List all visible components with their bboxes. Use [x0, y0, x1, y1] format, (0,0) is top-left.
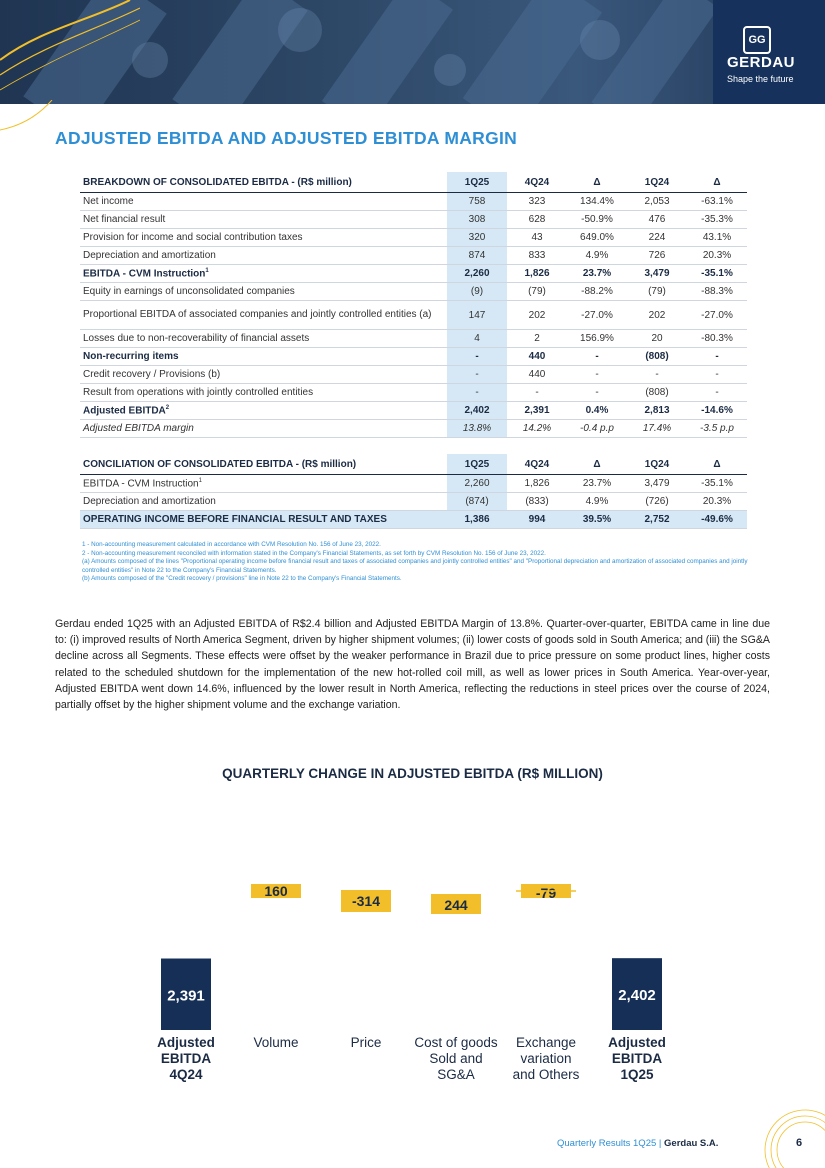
- table-row: [80, 366, 747, 384]
- column-header: 1Q25: [447, 172, 507, 193]
- cell: -35.3%: [687, 211, 747, 229]
- page-title: ADJUSTED EBITDA AND ADJUSTED EBITDA MARGIN: [55, 128, 518, 148]
- cell: 2,260: [447, 475, 507, 493]
- footnote: (a) Amounts composed of the lines "Proportional operating income before financial result and taxes of associated companies and jointly controlled entities" and "Proportional depreciation and amortization of associated companies and jointly controlled entities" in Note 22 to the Company's Financial Statements.: [82, 558, 748, 574]
- gold-rings-decoration: [755, 1100, 825, 1168]
- category-label: Volume: [253, 1035, 299, 1050]
- cell: 23.7%: [567, 265, 627, 283]
- footer: Quarterly Results 1Q25 | Gerdau S.A.: [557, 1138, 719, 1149]
- category-label: EBITDA: [611, 1051, 663, 1066]
- logo-mark-icon: GG: [743, 26, 771, 54]
- column-header: Δ: [687, 172, 747, 193]
- row-label-text: Adjusted EBITDA: [83, 405, 166, 417]
- cell: -80.3%: [687, 330, 747, 348]
- category-label: Exchange: [515, 1035, 577, 1050]
- table-row: [80, 301, 747, 330]
- column-header: Δ: [687, 454, 747, 475]
- cell: -63.1%: [687, 193, 747, 211]
- data-label-3: 244: [444, 897, 468, 913]
- data-label-4: -79: [535, 885, 557, 901]
- column-header: 4Q24: [507, 172, 567, 193]
- cell: -: [447, 384, 507, 402]
- cell: 39.5%: [567, 511, 627, 529]
- cell: -0.4 p.p: [567, 420, 627, 438]
- cell: 14.2%: [507, 420, 567, 438]
- cell: -88.3%: [687, 283, 747, 301]
- cell: 202: [507, 301, 567, 330]
- table-row: [80, 348, 747, 366]
- cell: 320: [447, 229, 507, 247]
- footnote: (b) Amounts composed of the "Credit recovery / provisions" line in Note 22 to the Company's Financial Statements.: [82, 575, 402, 583]
- cell: -49.6%: [687, 511, 747, 529]
- ebitda-bridge-chart: [0, 860, 825, 1100]
- chart-title: QUARTERLY CHANGE IN ADJUSTED EBITDA (R$ MILLION): [222, 766, 603, 781]
- footnote-ref: 2: [165, 404, 170, 411]
- cell: 43: [507, 229, 567, 247]
- table-row: [80, 247, 747, 265]
- logo-tagline: Shape the future: [727, 74, 794, 84]
- footer-company: Gerdau S.A.: [664, 1138, 719, 1149]
- footnote: 1 - Non-accounting measurement calculated in accordance with CVM Resolution No. 156 of June 23, 2022.: [82, 541, 381, 548]
- cell: 17.4%: [627, 420, 687, 438]
- table-row: [80, 330, 747, 348]
- footnotes: [82, 541, 772, 584]
- cell: (808): [627, 348, 687, 366]
- row-label: Non-recurring items: [80, 348, 447, 366]
- cell: 628: [507, 211, 567, 229]
- row-label: OPERATING INCOME BEFORE FINANCIAL RESULT AND TAXES: [80, 511, 447, 529]
- cell: 224: [627, 229, 687, 247]
- row-label: [80, 475, 447, 493]
- cell: -: [627, 366, 687, 384]
- table-row: [80, 211, 747, 229]
- table-row: [80, 402, 747, 420]
- cell: (726): [627, 493, 687, 511]
- footnote-ref: 1: [205, 267, 209, 274]
- cell: 4.9%: [567, 493, 627, 511]
- cell: 758: [447, 193, 507, 211]
- cell: 2,752: [627, 511, 687, 529]
- cell: -: [567, 384, 627, 402]
- cell: 874: [447, 247, 507, 265]
- cell: 43.1%: [687, 229, 747, 247]
- cell: (79): [507, 283, 567, 301]
- table-row: [80, 283, 747, 301]
- category-label: 4Q24: [169, 1067, 203, 1082]
- cell: 2,402: [447, 402, 507, 420]
- cell: 2,260: [447, 265, 507, 283]
- cell: 23.7%: [567, 475, 627, 493]
- row-label: Proportional EBITDA of associated companies and jointly controlled entities (a): [80, 301, 447, 330]
- cell: 476: [627, 211, 687, 229]
- cell: -: [567, 348, 627, 366]
- column-header: 1Q24: [627, 454, 687, 475]
- row-label: [80, 265, 447, 283]
- category-label: 1Q25: [620, 1067, 654, 1082]
- cell: -: [687, 348, 747, 366]
- header-banner: [0, 0, 825, 104]
- row-label: Net income: [80, 193, 447, 211]
- row-label: [80, 402, 447, 420]
- cell: 726: [627, 247, 687, 265]
- cell: -: [687, 366, 747, 384]
- column-header: Δ: [567, 454, 627, 475]
- table-row: [80, 511, 747, 529]
- cell: -35.1%: [687, 265, 747, 283]
- row-label: Provision for income and social contribution taxes: [80, 229, 447, 247]
- cell: 13.8%: [447, 420, 507, 438]
- data-label-0: 2,391: [167, 987, 205, 1005]
- cell: 20: [627, 330, 687, 348]
- gold-curve-accent: [0, 100, 60, 136]
- cell: -27.0%: [687, 301, 747, 330]
- data-label-2: -314: [351, 893, 381, 909]
- cell: 4.9%: [567, 247, 627, 265]
- gold-curves-decoration: [0, 0, 140, 104]
- cell: 2,813: [627, 402, 687, 420]
- category-label: EBITDA: [160, 1051, 212, 1066]
- category-label: Price: [350, 1035, 382, 1050]
- row-label: Credit recovery / Provisions (b): [80, 366, 447, 384]
- cell: 440: [507, 348, 567, 366]
- cell: 20.3%: [687, 247, 747, 265]
- cell: -14.6%: [687, 402, 747, 420]
- logo-name: GERDAU: [727, 54, 796, 71]
- cell: 1,826: [507, 475, 567, 493]
- cell: -: [687, 384, 747, 402]
- cell: 2,391: [507, 402, 567, 420]
- category-label: Adjusted: [608, 1035, 666, 1050]
- row-label: Losses due to non-recoverability of financial assets: [80, 330, 447, 348]
- cell: 1,386: [447, 511, 507, 529]
- data-label-5: 2,402: [618, 987, 656, 1005]
- category-label: variation: [520, 1051, 572, 1066]
- cell: -88.2%: [567, 283, 627, 301]
- cell: 0.4%: [567, 402, 627, 420]
- row-label-text: EBITDA - CVM Instruction: [83, 268, 206, 280]
- row-label-text: EBITDA - CVM Instruction: [83, 478, 199, 490]
- table-row: [80, 475, 747, 493]
- table-row: [80, 229, 747, 247]
- cell: 994: [507, 511, 567, 529]
- category-label: Sold and: [429, 1051, 483, 1066]
- cell: (874): [447, 493, 507, 511]
- footnote: 2 - Non-accounting measurement reconciled with information stated in the Company's Financial Statements, as set forth by CVM Resolution No. 156 of June 23, 2022.: [82, 549, 546, 557]
- column-header: BREAKDOWN OF CONSOLIDATED EBITDA - (R$ million): [80, 172, 447, 193]
- row-label: Net financial result: [80, 211, 447, 229]
- cell: 833: [507, 247, 567, 265]
- gerdau-logo: [713, 0, 825, 104]
- page-number: 6: [796, 1137, 803, 1149]
- cell: (833): [507, 493, 567, 511]
- column-header: Δ: [567, 172, 627, 193]
- cell: -27.0%: [567, 301, 627, 330]
- cell: 3,479: [627, 475, 687, 493]
- table-row: [80, 265, 747, 283]
- footer-text: Quarterly Results 1Q25: [557, 1138, 657, 1149]
- category-label: SG&A: [437, 1067, 475, 1082]
- cell: 202: [627, 301, 687, 330]
- ebitda-breakdown-table: [80, 172, 747, 438]
- data-label-1: 160: [264, 883, 288, 899]
- analysis-paragraph: Gerdau ended 1Q25 with an Adjusted EBITDA of R$2.4 billion and Adjusted EBITDA Margin of 13.8%. Quarter-over-quarter, EBITDA came in line due to: (i) improved results of North America Segment, driven by higher shipment volumes; (ii) lower costs of goods sold in South America; and (iii) the SG&A decline across all Segments. These effects were offset by the weaker performance in Brazil due to price pressure on some product lines, higher costs related to the scheduled shutdown for the implementation of the new hot-rolled coil mill, as well as lower prices in South America. Year-over-year, Adjusted EBITDA went down 14.6%, influenced by the lower result in North America, reflecting the reductions in steel prices over the course of 2024, partially offset by the higher shipment volume and the exchange variation.: [55, 618, 770, 712]
- cell: -3.5 p.p: [687, 420, 747, 438]
- cell: -: [447, 366, 507, 384]
- table-row: [80, 493, 747, 511]
- column-header: 1Q25: [447, 454, 507, 475]
- cell: 134.4%: [567, 193, 627, 211]
- table-row: [80, 420, 747, 438]
- column-header: CONCILIATION OF CONSOLIDATED EBITDA - (R$ million): [80, 454, 447, 475]
- table-header: [80, 172, 747, 193]
- cell: 3,479: [627, 265, 687, 283]
- category-label: Cost of goods: [414, 1035, 498, 1050]
- cell: (9): [447, 283, 507, 301]
- cell: 156.9%: [567, 330, 627, 348]
- row-label: Depreciation and amortization: [80, 493, 447, 511]
- cell: -50.9%: [567, 211, 627, 229]
- cell: 2,053: [627, 193, 687, 211]
- footnote-ref: 1: [198, 477, 202, 484]
- cell: 440: [507, 366, 567, 384]
- cell: (808): [627, 384, 687, 402]
- table-header: [80, 454, 747, 475]
- ebitda-conciliation-table: [80, 454, 747, 529]
- row-label: Result from operations with jointly controlled entities: [80, 384, 447, 402]
- cell: 4: [447, 330, 507, 348]
- cell: (79): [627, 283, 687, 301]
- cell: 1,826: [507, 265, 567, 283]
- cell: 649.0%: [567, 229, 627, 247]
- cell: -: [507, 384, 567, 402]
- row-label: Depreciation and amortization: [80, 247, 447, 265]
- cell: -: [447, 348, 507, 366]
- cell: 308: [447, 211, 507, 229]
- cell: -35.1%: [687, 475, 747, 493]
- row-label: Adjusted EBITDA margin: [80, 420, 447, 438]
- category-label: and Others: [512, 1067, 580, 1082]
- cell: -: [567, 366, 627, 384]
- cell: 323: [507, 193, 567, 211]
- table-row: [80, 384, 747, 402]
- column-header: 4Q24: [507, 454, 567, 475]
- cell: 147: [447, 301, 507, 330]
- cell: 20.3%: [687, 493, 747, 511]
- cell: 2: [507, 330, 567, 348]
- table-row: [80, 193, 747, 211]
- category-label: Adjusted: [157, 1035, 215, 1050]
- row-label: Equity in earnings of unconsolidated companies: [80, 283, 447, 301]
- column-header: 1Q24: [627, 172, 687, 193]
